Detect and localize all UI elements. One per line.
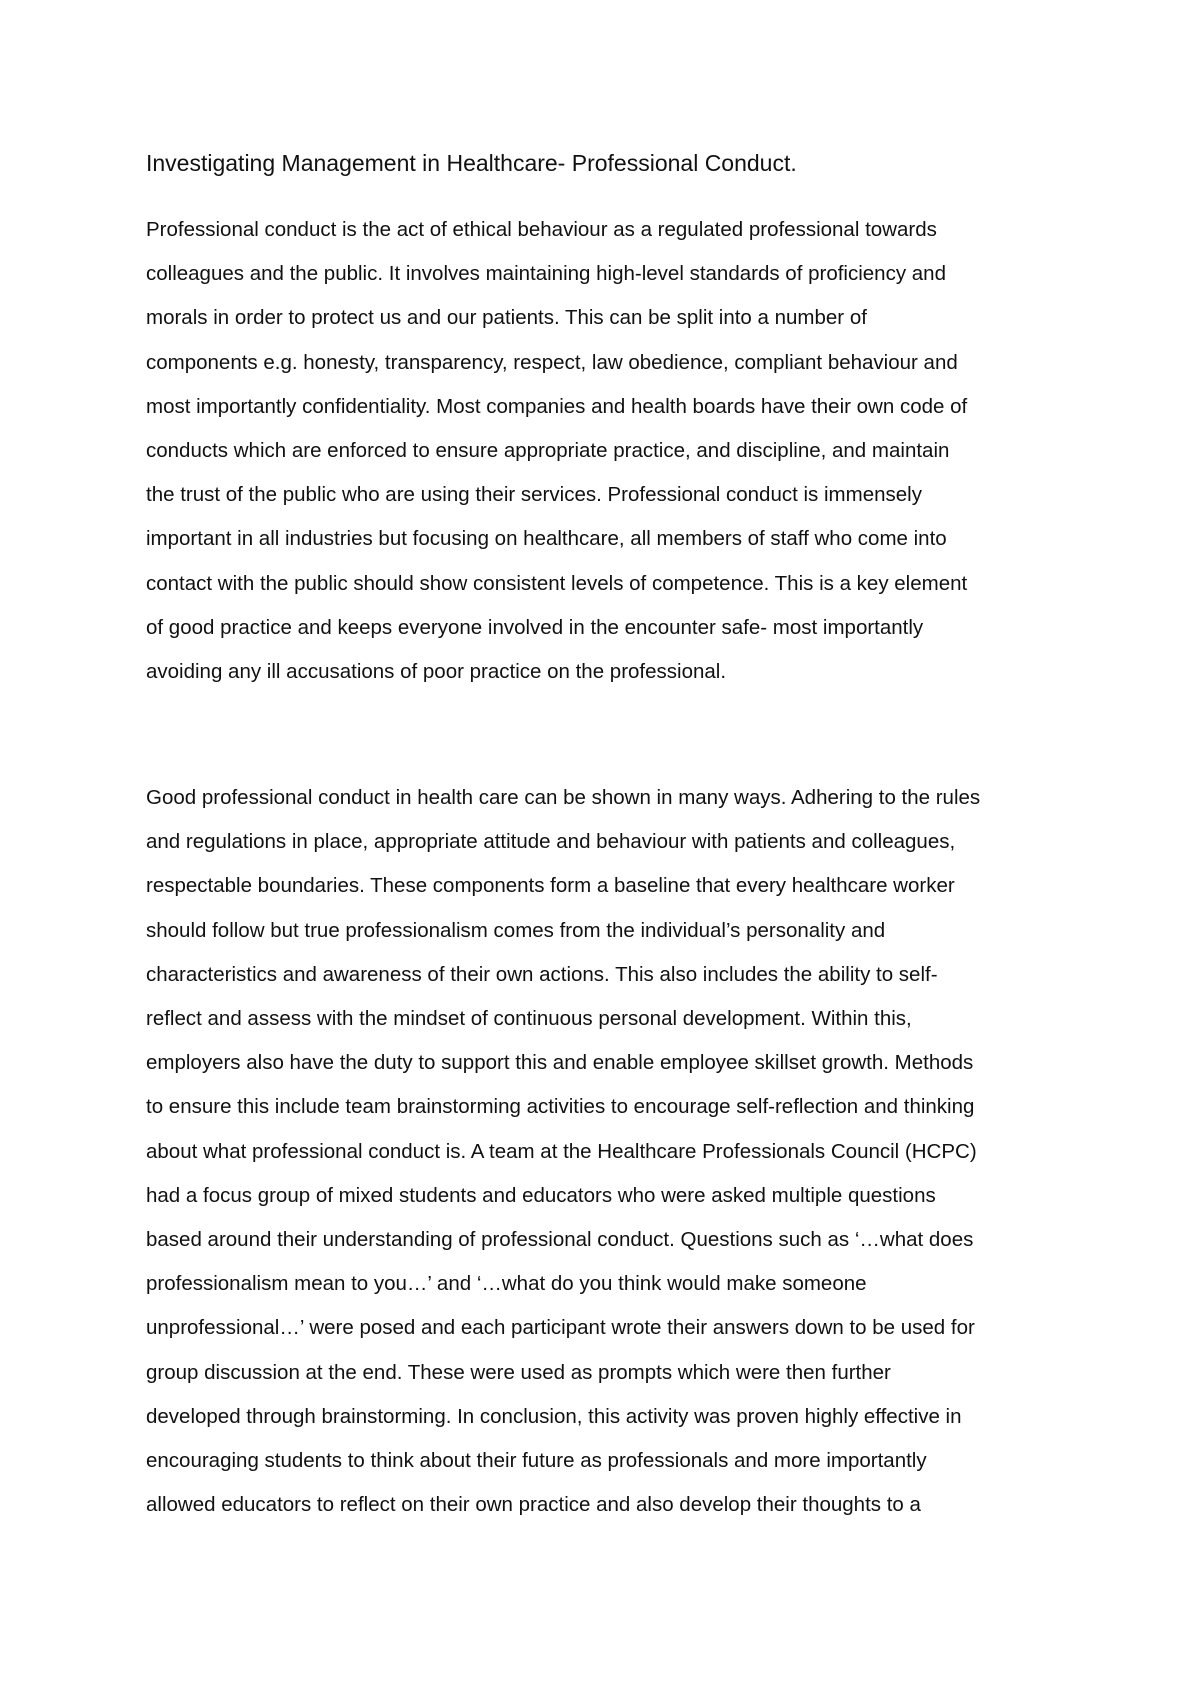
paragraph-line: morals in order to protect us and our patients. This can be split into a number of <box>146 306 867 330</box>
paragraph-line: Professional conduct is the act of ethical behaviour as a regulated professional towards <box>146 218 937 241</box>
paragraph-line: employers also have the duty to support this and enable employee skillset growth. Methods <box>146 1051 974 1075</box>
paragraph-line: of good practice and keeps everyone involved in the encounter safe- most importantly <box>146 615 924 639</box>
document-title: Investigating Management in Healthcare- Professional Conduct. <box>146 150 797 176</box>
paragraph-line: professionalism mean to you…’ and ‘…what do you think would make someone <box>146 1272 867 1296</box>
paragraph-line: important in all industries but focusing on healthcare, all members of staff who come into <box>146 527 947 551</box>
paragraph-line: contact with the public should show consistent levels of competence. This is a key element <box>146 571 968 595</box>
paragraph-line: conducts which are enforced to ensure appropriate practice, and discipline, and maintain <box>146 439 950 463</box>
paragraph-line: allowed educators to reflect on their own practice and also develop their thoughts to a <box>146 1493 921 1517</box>
paragraph-line: developed through brainstorming. In conclusion, this activity was proven highly effective in <box>146 1404 962 1428</box>
paragraph-line: most importantly confidentiality. Most companies and health boards have their own code of <box>146 394 968 418</box>
paragraph-1 <box>146 208 967 694</box>
paragraph-line: group discussion at the end. These were used as prompts which were then further <box>146 1360 891 1384</box>
paragraph-line: encouraging students to think about their future as professionals and more importantly <box>146 1449 927 1473</box>
paragraph-line: respectable boundaries. These components form a baseline that every healthcare worker <box>146 874 955 898</box>
paragraph-line: unprofessional…’ were posed and each participant wrote their answers down to be used for <box>146 1316 975 1340</box>
paragraph-line: should follow but true professionalism comes from the individual’s personality and <box>146 918 886 942</box>
paragraph-line: colleagues and the public. It involves maintaining high-level standards of proficiency and <box>146 262 946 286</box>
paragraph-line: avoiding any ill accusations of poor practice on the professional. <box>146 660 727 684</box>
paragraph-line: based around their understanding of professional conduct. Questions such as ‘…what does <box>146 1228 974 1252</box>
paragraph-line: and regulations in place, appropriate attitude and behaviour with patients and colleagues, <box>146 830 956 854</box>
paragraph-line: reflect and assess with the mindset of continuous personal development. Within this, <box>146 1007 912 1031</box>
paragraph-line: characteristics and awareness of their own actions. This also includes the ability to self- <box>146 962 938 986</box>
paragraph-line: about what professional conduct is. A team at the Healthcare Professionals Council (HCPC) <box>146 1139 977 1163</box>
paragraph-line: Good professional conduct in health care can be shown in many ways. Adhering to the rules <box>146 786 981 809</box>
paragraph-2 <box>146 776 980 1527</box>
paragraph-line: the trust of the public who are using their services. Professional conduct is immensely <box>146 483 922 507</box>
paragraph-line: to ensure this include team brainstorming activities to encourage self-reflection and thinking <box>146 1095 975 1119</box>
paragraph-line: had a focus group of mixed students and educators who were asked multiple questions <box>146 1183 936 1207</box>
paragraph-line: components e.g. honesty, transparency, respect, law obedience, compliant behaviour and <box>146 350 958 374</box>
